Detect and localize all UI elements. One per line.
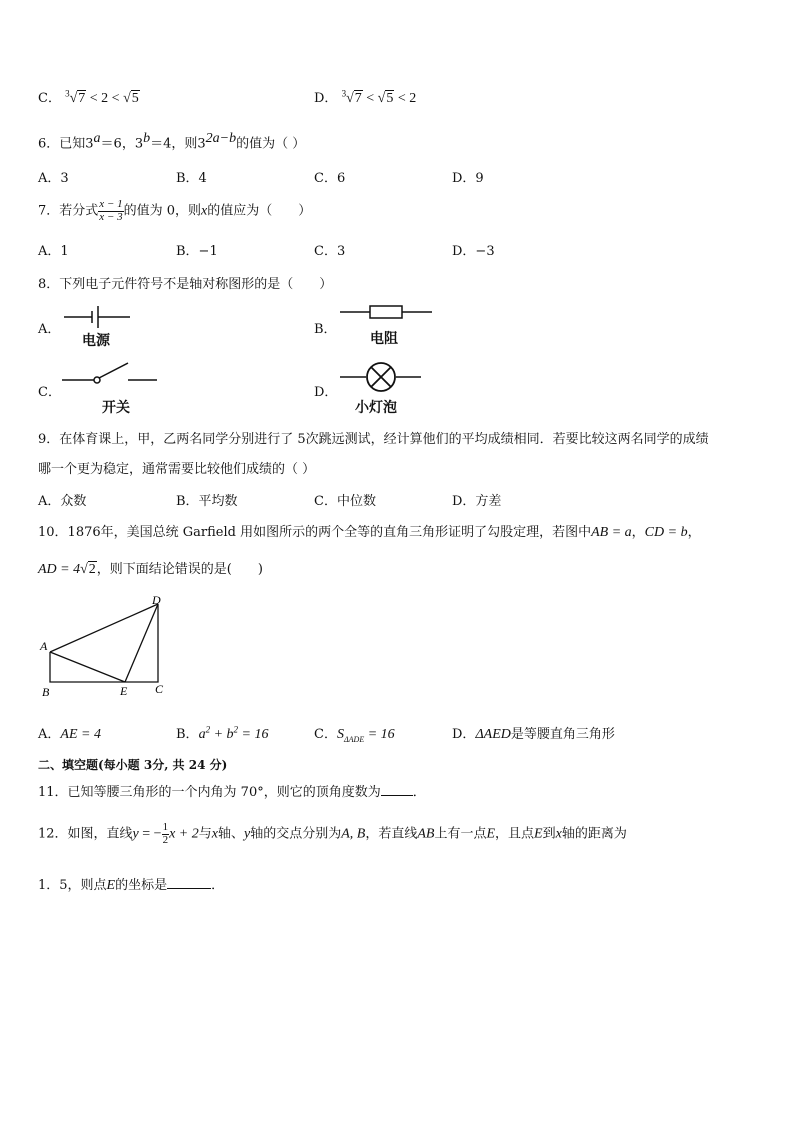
q5-option-c-expr: $^3$√7 < 2 < √5 — [65, 88, 139, 106]
q10-option-c[interactable]: C．$S_{\Delta ADE} = 16$ — [314, 727, 395, 744]
q10-stem-line2: AD = 4√2，则下面结论错误的是( ) — [38, 562, 263, 577]
q5-option-c[interactable] — [38, 87, 140, 107]
resistor-label: 电阻 — [370, 331, 398, 347]
q8-stem: 8．下列电子元件符号不是轴对称图形的是（ ） — [38, 277, 333, 292]
q6-option-d[interactable]: D．9 — [452, 171, 484, 186]
q5-option-d-expr: $^3$√7 < √5 < 2 — [341, 88, 417, 106]
q7-stem: 7．若分式 $\frac{x - 1}{x - 3}$ 的值为 0，则x的值应为（ ） — [38, 198, 312, 223]
q6-option-b[interactable]: B．4 — [176, 171, 207, 186]
point-d-label: D — [152, 593, 161, 607]
q5-option-d[interactable] — [314, 87, 416, 107]
q7-option-b[interactable]: B．−1 — [176, 244, 218, 259]
lamp-symbol-icon — [340, 361, 422, 393]
q11-answer-blank[interactable] — [381, 783, 413, 796]
point-c-label: C — [155, 682, 164, 696]
switch-symbol-icon — [62, 360, 158, 386]
q7-option-d[interactable]: D．−3 — [452, 244, 495, 259]
q5-option-c-label: C． — [38, 91, 61, 106]
point-a-label: A — [40, 639, 48, 653]
battery-label: 电源 — [82, 333, 110, 349]
section-2-title: 二、填空题(每小题 3分, 共 24 分) — [38, 758, 228, 772]
point-e-label: E — [120, 684, 128, 698]
q9-option-b[interactable]: B．平均数 — [176, 494, 238, 509]
q6-option-c[interactable]: C．6 — [314, 171, 346, 186]
q9-stem-line2: 哪一个更为稳定，通常需要比较他们成绩的（ ） — [38, 462, 316, 477]
q11-stem: 11．已知等腰三角形的一个内角为 70°，则它的顶角度数为 ． — [38, 785, 426, 800]
resistor-symbol-icon — [340, 303, 434, 321]
q5-option-d-label: D． — [314, 91, 338, 106]
q6-stem: 6．已知$3^a=6$，$3^b=4$，则$3^{2a-b}$的值为（ ） — [38, 131, 306, 152]
q12-fraction: $\frac{1}{2}$ — [162, 821, 169, 846]
q12-answer-blank[interactable] — [167, 876, 211, 889]
q9-option-d[interactable]: D．方差 — [452, 494, 502, 509]
q10-stem-line1: 10．1876年，美国总统 Garfield 用如图所示的两个全等的直角三角形证明了勾股定理，若图中AB = a，CD = b， — [38, 525, 701, 540]
q9-option-c[interactable]: C．中位数 — [314, 494, 376, 509]
q10-option-b[interactable]: B．$a^2 + b^2 = 16$ — [176, 724, 269, 742]
q8-option-c-letter[interactable]: C． — [38, 385, 61, 400]
q7-option-a[interactable]: A．1 — [38, 244, 69, 259]
q8-option-a-letter[interactable]: A． — [38, 322, 61, 337]
q7-fraction: $\frac{x - 1}{x - 3}$ — [99, 198, 123, 223]
lamp-label: 小灯泡 — [355, 400, 397, 416]
q12-stem-line1: 12．如图，直线y = − $\frac{1}{2}$ x + 2与x轴、y轴的交点分别为A, B，若直线AB上有一点E，且点E到x轴的距离为 — [38, 821, 627, 846]
q6-option-a[interactable]: A．3 — [38, 171, 69, 186]
switch-label: 开关 — [102, 400, 130, 416]
q9-option-a[interactable]: A．众数 — [38, 494, 87, 509]
q10-option-a[interactable]: A．AE = 4 — [38, 727, 101, 742]
q10-option-d[interactable]: D．ΔAED是等腰直角三角形 — [452, 727, 615, 742]
q12-stem-line2: 1．5，则点E的坐标是 ． — [38, 878, 225, 893]
point-b-label: B — [42, 685, 50, 699]
q8-option-d-letter[interactable]: D． — [314, 385, 338, 400]
q9-stem-line1: 9．在体育课上，甲，乙两名同学分别进行了 5次跳远测试，经计算他们的平均成绩相同．若要比较这两名同学的成绩 — [38, 432, 709, 447]
battery-symbol-icon — [62, 306, 132, 328]
q10-trapezoid-figure — [38, 592, 178, 702]
q7-option-c[interactable]: C．3 — [314, 244, 346, 259]
q8-option-b-letter[interactable]: B． — [314, 322, 337, 337]
